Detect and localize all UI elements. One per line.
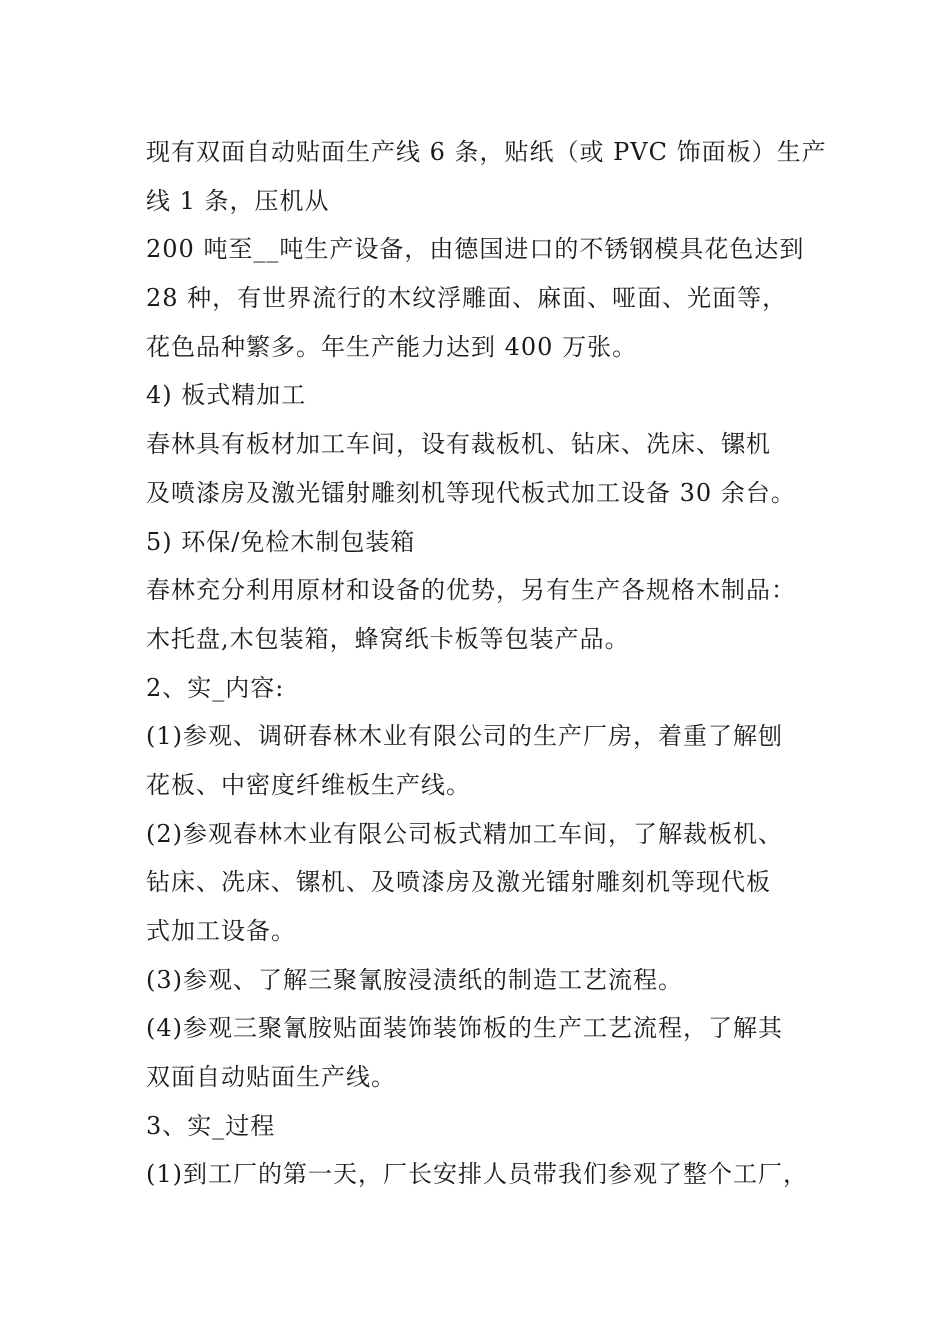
document-body [146, 128, 826, 1199]
section-heading: 3、实_过程 [146, 1111, 276, 1140]
text-line: 现有双面自动贴面生产线 6 条，贴纸（或 PVC 饰面板）生产 [146, 138, 827, 166]
list-item: (1)参观、调研春林木业有限公司的生产厂房，着重了解刨 [146, 722, 783, 751]
list-item: (3)参观、了解三聚氰胺浸渍纸的制造工艺流程。 [146, 965, 683, 994]
text-line: 双面自动贴面生产线。 [146, 1063, 396, 1092]
text-line: 花板、中密度纤维板生产线。 [146, 770, 471, 799]
list-item: (4)参观三聚氰胺贴面装饰装饰板的生产工艺流程，了解其 [146, 1014, 783, 1043]
text-line: 春林具有板材加工车间，设有裁板机、钻床、冼床、镙机 [146, 430, 771, 459]
section-heading: 4) 板式精加工 [146, 381, 307, 410]
text-line: 及喷漆房及激光镭射雕刻机等现代板式加工设备 30 余台。 [146, 478, 796, 507]
text-line: 28 种，有世界流行的木纹浮雕面、麻面、哑面、光面等， [146, 284, 788, 313]
text-line: 式加工设备。 [146, 917, 296, 945]
text-line: 线 1 条，压机从 [146, 186, 330, 215]
section-heading: 2、实_内容: [146, 673, 285, 702]
text-line: 钻床、冼床、镙机、及喷漆房及激光镭射雕刻机等现代板 [146, 868, 771, 897]
text-line: 花色品种繁多。年生产能力达到 400 万张。 [146, 332, 638, 361]
text-line: 春林充分利用原材和设备的优势，另有生产各规格木制品： [146, 576, 796, 605]
list-item: (2)参观春林木业有限公司板式精加工车间，了解裁板机、 [146, 819, 783, 848]
list-item: (1)到工厂的第一天，厂长安排人员带我们参观了整个工厂， [146, 1160, 808, 1189]
text-line: 200 吨至__吨生产设备，由德国进口的不锈钢模具花色达到 [146, 235, 805, 264]
section-heading: 5) 环保/免检木制包装箱 [146, 527, 416, 556]
text-line: 木托盘,木包装箱，蜂窝纸卡板等包装产品。 [146, 624, 630, 653]
